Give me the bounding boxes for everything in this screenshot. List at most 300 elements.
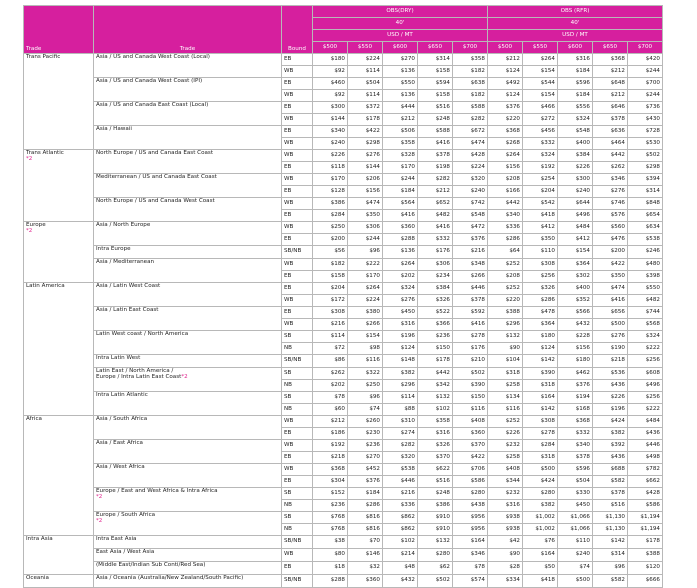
table-row — [24, 283, 663, 295]
dry-rate-cell: $236 — [348, 440, 383, 452]
dry-rate-cell: $244 — [383, 174, 418, 186]
rfr-rate-cell: $324 — [628, 331, 663, 343]
dry-rate-cell: $472 — [453, 222, 488, 234]
dry-rate-cell: $592 — [453, 307, 488, 319]
table-row — [24, 464, 663, 476]
dry-rate-cell: $358 — [453, 54, 488, 66]
dry-rate-cell: $306 — [348, 222, 383, 234]
dry-rate-cell: $182 — [313, 259, 348, 271]
dry-rate-cell: $276 — [348, 150, 383, 162]
lane-cell — [94, 562, 282, 575]
lane-cell — [94, 512, 282, 536]
rfr-rate-cell: $180 — [523, 331, 558, 343]
rfr-rate-cell: $500 — [593, 319, 628, 331]
table-row — [24, 392, 663, 404]
dry-rate-cell: $366 — [418, 319, 453, 331]
bound-header: Bound — [282, 6, 313, 54]
lane-line: Asia / North Europe — [96, 222, 151, 228]
bound-cell: NB — [282, 380, 313, 392]
rfr-rate-cell: $482 — [628, 295, 663, 307]
dry-rate-cell: $416 — [418, 222, 453, 234]
dry-rate-cell: $48 — [383, 562, 418, 575]
rfr-rate-cell: $308 — [523, 416, 558, 428]
bound-cell: WB — [282, 549, 313, 562]
rfr-rate-cell: $142 — [593, 536, 628, 549]
rfr-rate-cell: $382 — [523, 500, 558, 512]
bound-cell: EB — [282, 78, 313, 90]
dry-rate-cell: $176 — [453, 343, 488, 355]
rfr-rate-cell: $648 — [593, 78, 628, 90]
dry-rate-cell: $164 — [453, 536, 488, 549]
rfr-rate-cell: $318 — [523, 380, 558, 392]
lane-line: Asia / Latin East Coast — [96, 307, 159, 313]
rfr-rate-cell: $496 — [558, 210, 593, 222]
lane-line: Intra Europe — [96, 246, 131, 252]
rfr-rate-cell: $240 — [558, 186, 593, 198]
dry-rate-cell: $350 — [348, 210, 383, 222]
rfr-rate-cell: $204 — [523, 186, 558, 198]
dry-rate-cell: $372 — [348, 102, 383, 114]
dry-rate-cell: $96 — [348, 246, 383, 259]
bound-cell: SB/NB — [282, 355, 313, 368]
rfr-rate-cell: $430 — [628, 114, 663, 126]
lane-line: Intra East Asia — [96, 536, 137, 542]
dry-rate-cell: $234 — [418, 271, 453, 283]
dry-rate-cell: $72 — [313, 343, 348, 355]
bound-cell: EB — [282, 186, 313, 198]
rfr-rate-cell: $536 — [593, 368, 628, 380]
rfr-rate-cell: $538 — [628, 234, 663, 246]
lane-cell — [94, 259, 282, 283]
rfr-rate-cell: $662 — [628, 476, 663, 488]
rfr-rate-cell: $542 — [523, 198, 558, 210]
dry-rate-cell: $180 — [313, 54, 348, 66]
dry-rate-cell: $224 — [348, 295, 383, 307]
dry-rate-cell: $182 — [453, 90, 488, 102]
rfr-rate-cell: $412 — [523, 222, 558, 234]
rfr-rate-cell: $378 — [593, 488, 628, 500]
dry-rate-cell: $270 — [383, 54, 418, 66]
lane-note: *2 — [96, 493, 103, 500]
rfr-rate-cell: $226 — [593, 392, 628, 404]
rfr-rate-cell: $164 — [523, 549, 558, 562]
rfr-rate-cell: $634 — [628, 222, 663, 234]
trade-cell — [24, 150, 94, 222]
rfr-rate-cell: $398 — [628, 271, 663, 283]
dry-rate-cell: $176 — [418, 246, 453, 259]
rfr-price-level: $650 — [593, 42, 628, 54]
rfr-rate-cell: $484 — [628, 416, 663, 428]
dry-rate-cell: $422 — [453, 452, 488, 464]
lane-note: *2 — [181, 373, 188, 380]
rfr-rate-cell: $496 — [628, 380, 663, 392]
lane-line: Asia / Oceania (Australia/New Zealand/South Pacific) — [96, 575, 244, 581]
rfr-rate-cell: $110 — [558, 536, 593, 549]
dry-rate-cell: $158 — [313, 271, 348, 283]
dry-rate-cell: $438 — [453, 500, 488, 512]
lane-note: *2 — [96, 517, 103, 524]
dry-rate-cell: $310 — [383, 416, 418, 428]
dry-rate-cell: $384 — [418, 283, 453, 295]
bound-cell: WB — [282, 295, 313, 307]
dry-rate-cell: $574 — [453, 575, 488, 588]
dry-rate-cell: $446 — [453, 283, 488, 295]
dry-rate-cell: $348 — [453, 259, 488, 271]
dry-rate-cell: $204 — [313, 283, 348, 295]
rfr-rate-cell: $228 — [558, 331, 593, 343]
trade-name: Trans Atlantic — [26, 150, 64, 156]
table-row — [24, 416, 663, 428]
dry-rate-cell: $376 — [348, 476, 383, 488]
dry-rate-cell: $216 — [453, 246, 488, 259]
dry-rate-cell: $328 — [383, 150, 418, 162]
dry-rate-cell: $38 — [313, 536, 348, 549]
rfr-rate-cell: $498 — [628, 452, 663, 464]
rfr-rate-cell: $502 — [628, 150, 663, 162]
dry-rate-cell: $594 — [418, 78, 453, 90]
table-row — [24, 259, 663, 271]
rfr-price-level: $700 — [628, 42, 663, 54]
rfr-rate-cell: $180 — [558, 355, 593, 368]
bound-cell: NB — [282, 524, 313, 536]
table-row — [24, 512, 663, 524]
rfr-rate-cell: $324 — [523, 150, 558, 162]
dry-rate-cell: $236 — [418, 331, 453, 343]
rfr-rate-cell: $492 — [488, 78, 523, 90]
dry-rate-cell: $862 — [383, 512, 418, 524]
rfr-rate-cell: $736 — [628, 102, 663, 114]
dry-rate-cell: $114 — [383, 392, 418, 404]
dry-rate-cell: $250 — [313, 222, 348, 234]
rfr-rate-cell: $244 — [628, 90, 663, 102]
rfr-rate-cell: $436 — [628, 428, 663, 440]
rfr-rate-cell: $688 — [593, 464, 628, 476]
dry-rate-cell: $230 — [348, 428, 383, 440]
trade-name: Europe — [26, 222, 46, 228]
rfr-rate-cell: $254 — [523, 174, 558, 186]
bound-cell: EB — [282, 210, 313, 222]
bound-cell: EB — [282, 562, 313, 575]
bound-cell: WB — [282, 319, 313, 331]
rfr-rate-cell: $1,130 — [593, 512, 628, 524]
rfr-rate-cell: $196 — [593, 404, 628, 416]
dry-rate-cell: $358 — [383, 138, 418, 150]
lane-line: Latin West coast / North America — [96, 331, 189, 337]
rfr-rate-cell: $596 — [558, 464, 593, 476]
lane-line: Europe / East and West Africa & Intra Africa — [96, 488, 218, 494]
dry-rate-cell: $276 — [383, 295, 418, 307]
dry-rate-cell: $956 — [453, 512, 488, 524]
dry-rate-cell: $284 — [313, 210, 348, 222]
rfr-rate-cell: $300 — [558, 174, 593, 186]
rfr-rate-cell: $240 — [558, 549, 593, 562]
rfr-rate-cell: $568 — [628, 319, 663, 331]
dry-rate-cell: $380 — [348, 307, 383, 319]
trade-note: *2 — [26, 155, 33, 162]
dry-rate-cell: $80 — [313, 549, 348, 562]
rfr-rate-cell: $340 — [558, 440, 593, 452]
dry-rate-cell: $910 — [418, 512, 453, 524]
rfr-rate-cell: $232 — [488, 488, 523, 500]
rfr-rate-cell: $212 — [593, 90, 628, 102]
bound-cell: WB — [282, 222, 313, 234]
dry-rate-cell: $114 — [348, 66, 383, 78]
rfr-rate-cell: $264 — [523, 54, 558, 66]
rfr-rate-cell: $220 — [488, 114, 523, 126]
dry-rate-cell: $218 — [313, 452, 348, 464]
rate-body — [24, 54, 663, 588]
rfr-rate-cell: $104 — [488, 355, 523, 368]
bound-cell: EB — [282, 271, 313, 283]
dry-rate-cell: $346 — [453, 549, 488, 562]
rfr-rate-cell: $276 — [593, 331, 628, 343]
dry-rate-cell: $324 — [383, 283, 418, 295]
rfr-rate-cell: $530 — [628, 138, 663, 150]
dry-rate-cell: $102 — [418, 404, 453, 416]
rfr-rate-cell: $442 — [593, 150, 628, 162]
rfr-rate-cell: $184 — [558, 66, 593, 78]
rfr-rate-cell: $190 — [593, 343, 628, 355]
lane-cell — [94, 575, 282, 588]
rfr-rate-cell: $646 — [593, 102, 628, 114]
rfr-rate-cell: $252 — [488, 416, 523, 428]
rfr-rate-cell: $378 — [593, 114, 628, 126]
dry-rate-cell: $416 — [453, 319, 488, 331]
dry-rate-cell: $250 — [348, 380, 383, 392]
rfr-rate-cell: $364 — [523, 319, 558, 331]
rfr-rate-cell: $346 — [593, 174, 628, 186]
lane-cell — [94, 78, 282, 102]
bound-cell: WB — [282, 440, 313, 452]
dry-rate-cell: $286 — [348, 500, 383, 512]
rfr-rate-cell: $286 — [523, 295, 558, 307]
bound-cell: EB — [282, 307, 313, 319]
dry-rate-cell: $502 — [453, 368, 488, 380]
dry-rate-cell: $146 — [348, 549, 383, 562]
rfr-price-level: $550 — [523, 42, 558, 54]
dry-rate-cell: $622 — [418, 464, 453, 476]
bound-cell: WB — [282, 138, 313, 150]
rfr-rate-cell: $154 — [558, 246, 593, 259]
rfr-rate-cell: $226 — [488, 428, 523, 440]
table-row — [24, 368, 663, 380]
dry-rate-cell: $260 — [348, 416, 383, 428]
dry-rate-cell: $370 — [418, 452, 453, 464]
rfr-rate-cell: $384 — [558, 150, 593, 162]
dry-rate-cell: $368 — [313, 464, 348, 476]
lane-cell — [94, 331, 282, 355]
dry-rate-cell: $248 — [418, 114, 453, 126]
rfr-rate-cell: $388 — [488, 307, 523, 319]
dry-rate-cell: $136 — [383, 246, 418, 259]
rfr-rate-cell: $166 — [488, 186, 523, 198]
rfr-rate-cell: $938 — [488, 524, 523, 536]
bound-cell: SB — [282, 488, 313, 500]
dry-rate-cell: $170 — [313, 174, 348, 186]
dry-rate-cell: $178 — [348, 114, 383, 126]
rfr-rate-cell: $318 — [488, 368, 523, 380]
rfr-rate-cell: $332 — [523, 138, 558, 150]
lane-cell — [94, 307, 282, 331]
dry-rate-cell: $212 — [383, 114, 418, 126]
dry-rate-cell: $280 — [418, 549, 453, 562]
rfr-rate-cell: $746 — [593, 198, 628, 210]
rfr-rate-cell: $1,194 — [628, 524, 663, 536]
rfr-rate-cell: $418 — [523, 210, 558, 222]
dry-rate-cell: $144 — [313, 114, 348, 126]
dry-rate-cell: $816 — [348, 512, 383, 524]
dry-rate-cell: $320 — [383, 452, 418, 464]
rfr-rate-cell: $782 — [628, 464, 663, 476]
rfr-rate-cell: $1,066 — [558, 512, 593, 524]
dry-rate-cell: $386 — [313, 198, 348, 210]
obs-rfr-header: OBS (RFR) — [488, 6, 663, 18]
rfr-rate-cell: $504 — [558, 476, 593, 488]
rfr-rate-cell: $446 — [628, 440, 663, 452]
dry-rate-cell: $200 — [313, 234, 348, 246]
table-row — [24, 488, 663, 500]
dry-rate-cell: $386 — [418, 500, 453, 512]
dry-rate-cell: $182 — [453, 66, 488, 78]
bound-cell: WB — [282, 150, 313, 162]
rfr-rate-cell: $428 — [628, 488, 663, 500]
rfr-rate-cell: $314 — [628, 186, 663, 198]
rfr-rate-cell: $258 — [488, 380, 523, 392]
dry-rate-cell: $184 — [383, 186, 418, 198]
dry-rate-cell: $390 — [453, 380, 488, 392]
rfr-rate-cell: $264 — [488, 150, 523, 162]
rfr-rate-cell: $462 — [558, 368, 593, 380]
rfr-rate-cell: $340 — [488, 210, 523, 222]
table-row — [24, 355, 663, 368]
rfr-rate-cell: $246 — [628, 246, 663, 259]
dry-rate-cell: $118 — [313, 162, 348, 174]
dry-rate-cell: $206 — [348, 174, 383, 186]
dry-rate-cell: $768 — [313, 512, 348, 524]
dry-rate-cell: $178 — [418, 355, 453, 368]
rfr-rate-cell: $74 — [558, 562, 593, 575]
lane-cell — [94, 549, 282, 562]
trade-name: Africa — [26, 416, 42, 422]
dry-rate-cell: $378 — [418, 150, 453, 162]
rfr-rate-cell: $476 — [593, 234, 628, 246]
rfr-rate-cell: $42 — [488, 536, 523, 549]
dry-rate-cell: $416 — [418, 138, 453, 150]
rfr-rate-cell: $700 — [628, 78, 663, 90]
dry-rate-cell: $144 — [348, 162, 383, 174]
lane-cell — [94, 488, 282, 512]
dry-rate-cell: $742 — [453, 198, 488, 210]
rfr-rate-cell: $256 — [628, 355, 663, 368]
dry-rate-cell: $184 — [348, 488, 383, 500]
rfr-rate-cell: $576 — [593, 210, 628, 222]
rfr-rate-cell: $848 — [628, 198, 663, 210]
dry-rate-cell: $192 — [313, 440, 348, 452]
dry-rate-cell: $282 — [453, 114, 488, 126]
dry-rate-cell: $60 — [313, 404, 348, 416]
dry-price-level: $700 — [453, 42, 488, 54]
dry-rate-cell: $502 — [418, 575, 453, 588]
rate-table-container — [23, 5, 663, 588]
dry-rate-cell: $516 — [418, 102, 453, 114]
dry-rate-cell: $56 — [313, 246, 348, 259]
lane-cell — [94, 150, 282, 174]
dry-rate-cell: $86 — [313, 355, 348, 368]
rfr-rate-cell: $276 — [593, 186, 628, 198]
dry-price-level: $650 — [418, 42, 453, 54]
lane-line: Asia / Hawaii — [96, 126, 132, 132]
lane-cell — [94, 198, 282, 222]
dry-rate-cell: $198 — [418, 162, 453, 174]
bound-cell: EB — [282, 428, 313, 440]
dry-rate-cell: $262 — [313, 368, 348, 380]
dry-rate-cell: $360 — [348, 575, 383, 588]
lane-cell — [94, 174, 282, 198]
lane-line: Asia / US and Canada East Coast (Local) — [96, 102, 209, 108]
dry-rate-cell: $304 — [313, 476, 348, 488]
rfr-rate-cell: $212 — [488, 54, 523, 66]
rfr-rate-cell: $466 — [523, 102, 558, 114]
dry-rate-cell: $170 — [348, 271, 383, 283]
lane-line: Europe / South Africa — [96, 512, 156, 518]
dry-rate-cell: $202 — [383, 271, 418, 283]
bound-cell: SB/NB — [282, 575, 313, 588]
rfr-rate-cell: $644 — [558, 198, 593, 210]
rfr-rate-cell: $132 — [488, 331, 523, 343]
rfr-rate-cell: $474 — [593, 283, 628, 295]
dry-rate-cell: $274 — [383, 428, 418, 440]
lane-line: East Asia / West Asia — [96, 549, 155, 555]
rfr-rate-cell: $200 — [593, 246, 628, 259]
rfr-rate-cell: $500 — [558, 575, 593, 588]
lane-cell — [94, 102, 282, 126]
rfr-price-level: $500 — [488, 42, 523, 54]
rfr-rate-cell: $256 — [523, 271, 558, 283]
dry-rate-cell: $308 — [313, 307, 348, 319]
dry-rate-cell: $236 — [313, 500, 348, 512]
rfr-rate-cell: $442 — [488, 198, 523, 210]
rfr-rate-cell: $544 — [523, 78, 558, 90]
rfr-rate-cell: $938 — [488, 512, 523, 524]
rfr-rate-cell: $314 — [593, 549, 628, 562]
dry-unit-header: USD / MT — [313, 30, 488, 42]
rfr-rate-cell: $596 — [558, 78, 593, 90]
dry-rate-cell: $102 — [383, 536, 418, 549]
table-row — [24, 307, 663, 319]
rfr-rate-cell: $258 — [488, 452, 523, 464]
rfr-rate-cell: $156 — [488, 162, 523, 174]
dry-rate-cell: $548 — [453, 210, 488, 222]
rfr-rate-cell: $1,130 — [593, 524, 628, 536]
rfr-price-level: $600 — [558, 42, 593, 54]
dry-rate-cell: $170 — [383, 162, 418, 174]
dry-rate-cell: $214 — [383, 549, 418, 562]
bound-cell: NB — [282, 343, 313, 355]
lane-line: North Europe / US and Canada East Coast — [96, 150, 214, 156]
rfr-rate-cell: $192 — [523, 162, 558, 174]
rfr-rate-cell: $324 — [558, 114, 593, 126]
bound-cell: EB — [282, 126, 313, 138]
rfr-rate-cell: $298 — [628, 162, 663, 174]
trade-note: *2 — [26, 227, 33, 234]
dry-rate-cell: $156 — [348, 186, 383, 198]
dry-rate-cell: $270 — [348, 452, 383, 464]
rfr-rate-cell: $212 — [593, 66, 628, 78]
rfr-rate-cell: $424 — [593, 416, 628, 428]
bound-cell: SB — [282, 368, 313, 380]
rfr-rate-cell: $284 — [523, 440, 558, 452]
dry-rate-cell: $172 — [313, 295, 348, 307]
